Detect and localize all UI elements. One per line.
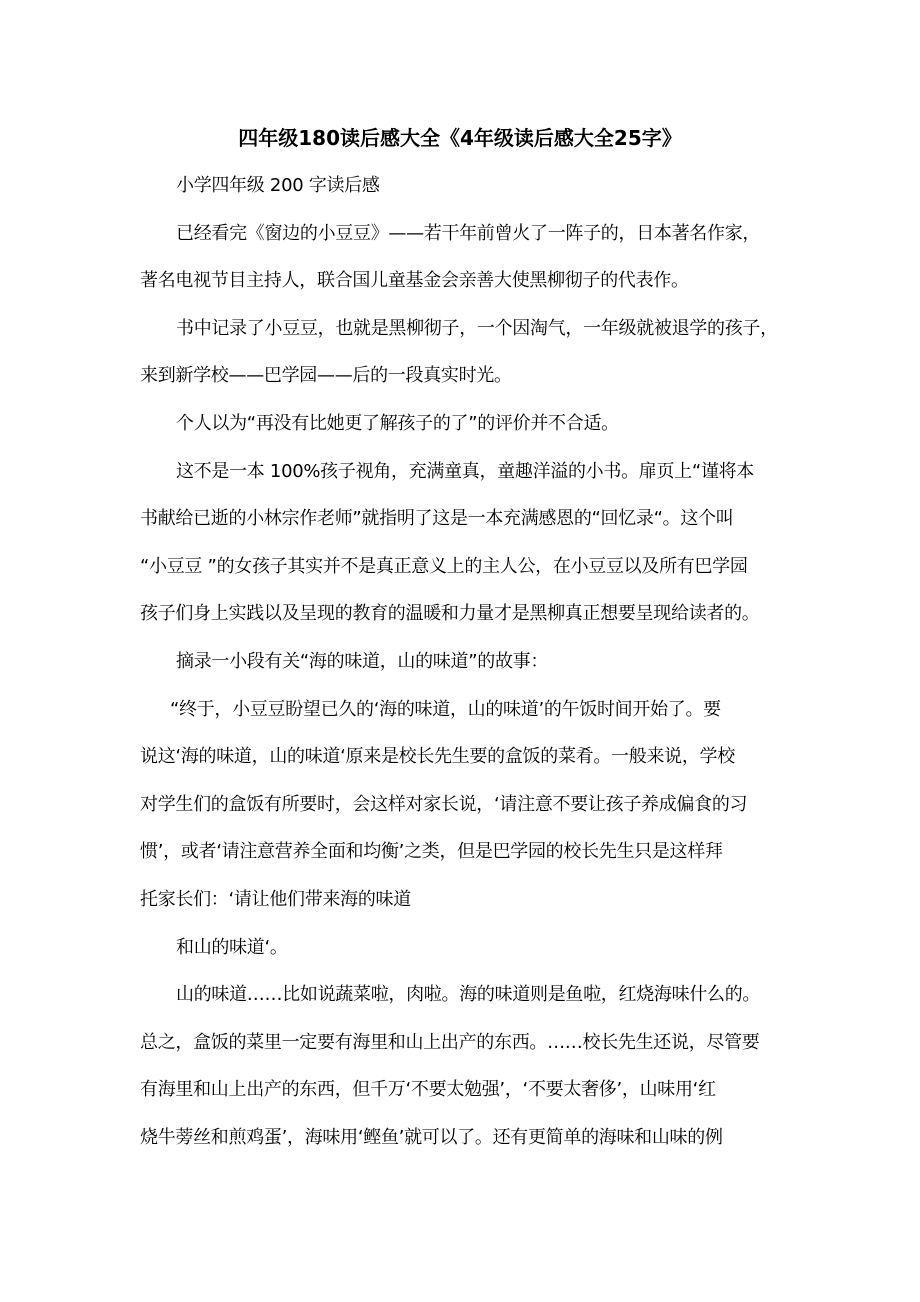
paragraph-line: 和山的味道‘。 <box>176 936 288 958</box>
paragraph <box>140 409 810 457</box>
paragraph-line: 山的味道……比如说蔬菜啦，肉啦。海的味道则是鱼啦，红烧海味什么的。 <box>176 984 761 1006</box>
paragraph-line: 书献给已逝的小林宗作老师”就指明了这是一本充满感恩的“回忆录“。这个叫 <box>140 508 734 530</box>
paragraph <box>140 314 810 409</box>
paragraph-line: “终于，小豆豆盼望已久的‘海的味道，山的味道’的午饭时间开始了。要 <box>170 698 721 720</box>
paragraph-line: 总之，盒饭的菜里一定要有海里和山上出产的东西。……校长先生还说，尽管要 <box>140 1031 760 1053</box>
paragraph-line: 惯’，或者‘请注意营养全面和均衡’之类，但是巴学园的校长先生只是这样拜 <box>140 841 723 863</box>
paragraph <box>140 647 810 695</box>
document-body <box>140 171 810 1170</box>
paragraph-line: 孩子们身上实践以及呈现的教育的温暖和力量才是黑柳真正想要呈现给读者的。 <box>140 603 760 625</box>
paragraph-line: 对学生们的盒饭有所要时，会这样对家长说，‘请注意不要让孩子养成偏食的习 <box>140 793 748 815</box>
paragraph-line: 来到新学校——巴学园——后的一段真实时光。 <box>140 365 512 387</box>
paragraph <box>140 457 810 647</box>
paragraph-line: 说这‘海的味道，山的味道‘原来是校长先生要的盒饭的菜肴。一般来说，学校 <box>140 746 735 768</box>
subtitle: 小学四年级 200 字读后感 <box>176 175 380 196</box>
paragraph-line: 有海里和山上出产的东西，但千万‘不要太勉强’，‘不要太奢侈’，山味用‘红 <box>140 1079 716 1101</box>
paragraph-line: 已经看完《窗边的小豆豆》——若干年前曾火了一阵子的，日本著名作家， <box>176 222 761 244</box>
paragraph <box>140 980 810 1170</box>
paragraph-line: 个人以为“再没有比她更了解孩子的了”的评价并不合适。 <box>176 412 619 434</box>
paragraph-line: 摘录一小段有关“海的味道，山的味道”的故事： <box>176 650 549 672</box>
paragraph-line: 托家长们：‘请让他们带来海的味道 <box>140 888 411 910</box>
paragraph-line: 书中记录了小豆豆，也就是黑柳彻子，一个因淘气，一年级就被退学的孩子， <box>176 317 778 339</box>
paragraph-line: “小豆豆 ”的女孩子其实并不是真正意义上的主人公，在小豆豆以及所有巴学园 <box>140 555 748 577</box>
paragraph-line: 这不是一本 100%孩子视角，充满童真，童趣洋溢的小书。扉页上“谨将本 <box>176 460 755 482</box>
quoted-paragraph <box>140 695 810 933</box>
document-title: 四年级180读后感大全《4年级读后感大全25字》 <box>238 126 682 150</box>
paragraph <box>140 219 810 314</box>
paragraph-line: 著名电视节目主持人，联合国儿童基金会亲善大使黑柳彻子的代表作。 <box>140 270 689 292</box>
paragraph <box>140 933 810 981</box>
paragraph-line: 烧牛蒡丝和煎鸡蛋’，海味用‘鲣鱼’就可以了。还有更简单的海味和山味的例 <box>140 1126 723 1148</box>
